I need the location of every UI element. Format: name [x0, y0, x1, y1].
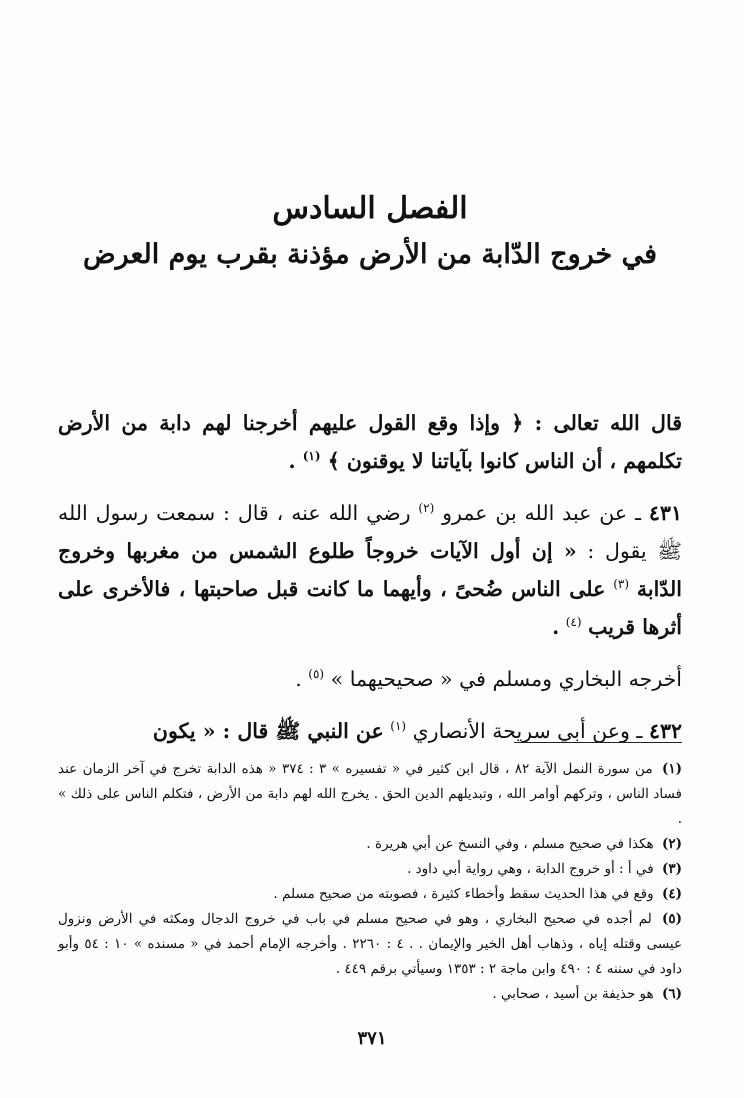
- footnote-ref: (٢): [418, 501, 435, 516]
- footnote-text: هو حذيفة بن أسيد ، صحابي .: [492, 986, 654, 1002]
- chapter-subtitle: في خروج الدّابة من الأرض مؤذنة بقرب يوم العرض: [82, 239, 658, 270]
- footnote-ref: (٤): [565, 615, 582, 630]
- chapter-heading: [60, 186, 680, 278]
- hadith-number: ٤٣١: [648, 501, 682, 525]
- hadith-number: ٤٣٢: [648, 719, 682, 743]
- footnote-divider: [514, 742, 682, 743]
- footnote-number: (١): [661, 761, 682, 777]
- footnote-text: في أ : أو خروج الدابة ، وهي رواية أبي داود .: [407, 861, 654, 877]
- takhrij-tail: .: [295, 667, 302, 691]
- footnote-ref: (٥): [308, 667, 325, 682]
- hadith-431-paragraph: [58, 494, 682, 646]
- footnote-number: (٦): [661, 986, 682, 1002]
- footnote-text: هكذا في صحيح مسلم ، وفي النسخ عن أبي هريرة .: [366, 836, 654, 852]
- footnote-text: لم أجده في صحيح البخاري ، وهو في صحيح مسلم في باب في خروج الدجال ومكثه في الأرض ونزول عيسى وقتله إياه ، وذهاب أهل الخير والإيمان . . ٤ : ٢٢٦٠ . وأخرجه الإمام أحمد في « مسنده » ١٠ : ٥٤ وأبو داود في سننه ٤ : ٤٩٠ وابن ماجة ٢ : ١٣٥٣ وسيأتي برقم ٤٤٩ .: [58, 911, 682, 977]
- hadith-431-quote-cont: على الناس ضُحىً ، وأيهما ما كانت قبل صاحبتها ، فالأخرى على أثرها قريب: [58, 577, 682, 639]
- footnote-number: (٣): [661, 861, 682, 877]
- footnote: [58, 882, 682, 907]
- hadith-432-chain: ـ وعن أبي سريحة الأنصاري: [412, 719, 643, 743]
- chapter-title: الفصل السادس: [272, 191, 468, 226]
- takhrij-text: أخرجه البخاري ومسلم في « صحيحيهما »: [330, 667, 682, 691]
- takhrij-paragraph: [58, 660, 682, 698]
- footnote-text: وقع في هذا الحديث سقط وأخطاء كثيرة ، فصوبته من صحيح مسلم .: [273, 886, 654, 902]
- footnotes: [58, 757, 682, 1007]
- footnote: [58, 907, 682, 982]
- footnote-number: (٤): [661, 886, 682, 902]
- hadith-431-quote: « إن أول الآيات خروجاً طلوع الشمس من مغربها وخروج الدّابة: [58, 539, 682, 601]
- hadith-431-tail: .: [552, 615, 560, 639]
- page-number: ٣٧١: [357, 1028, 387, 1049]
- footnote: [58, 857, 682, 882]
- hadith-431-chain-cont: رضي الله عنه ، قال : سمعت رسول الله ﷺ يقول :: [58, 501, 682, 563]
- hadith-432-chain-cont: عن النبي ﷺ قال : « يكون: [152, 719, 384, 743]
- footnote-number: (٢): [661, 836, 682, 852]
- quran-intro-text: قال الله تعالى : ﴿ وإذا وقع القول عليهم أخرجنا لهم دابة من الأرض تكلمهم ، أن الناس كانوا بآياتنا لا يوقنون ﴾: [58, 411, 682, 473]
- footnote: [58, 757, 682, 832]
- footnote: [58, 832, 682, 857]
- footnote-ref: (٣): [613, 577, 630, 592]
- hadith-432-paragraph: [58, 712, 682, 750]
- main-text: [58, 404, 682, 764]
- intro-tail: .: [288, 449, 296, 473]
- footnote-text: من سورة النمل الآية ٨٢ ، قال ابن كثير في « تفسيره » ٣ : ٣٧٤ « هذه الدابة تخرج في آخر الزمان عند فساد الناس ، وتركهم أوامر الله ، وتبديلهم الدين الحق . يخرج الله لهم دابة من الأرض ، فتكلم الناس على ذلك » .: [58, 761, 682, 827]
- footnote-number: (٥): [661, 911, 682, 927]
- quran-intro-paragraph: [58, 404, 682, 480]
- footnote-ref: (١): [390, 719, 407, 734]
- hadith-431-chain: ـ عن عبد الله بن عمرو: [442, 501, 642, 525]
- footnote: [58, 982, 682, 1007]
- footnote-ref: (١): [302, 449, 321, 464]
